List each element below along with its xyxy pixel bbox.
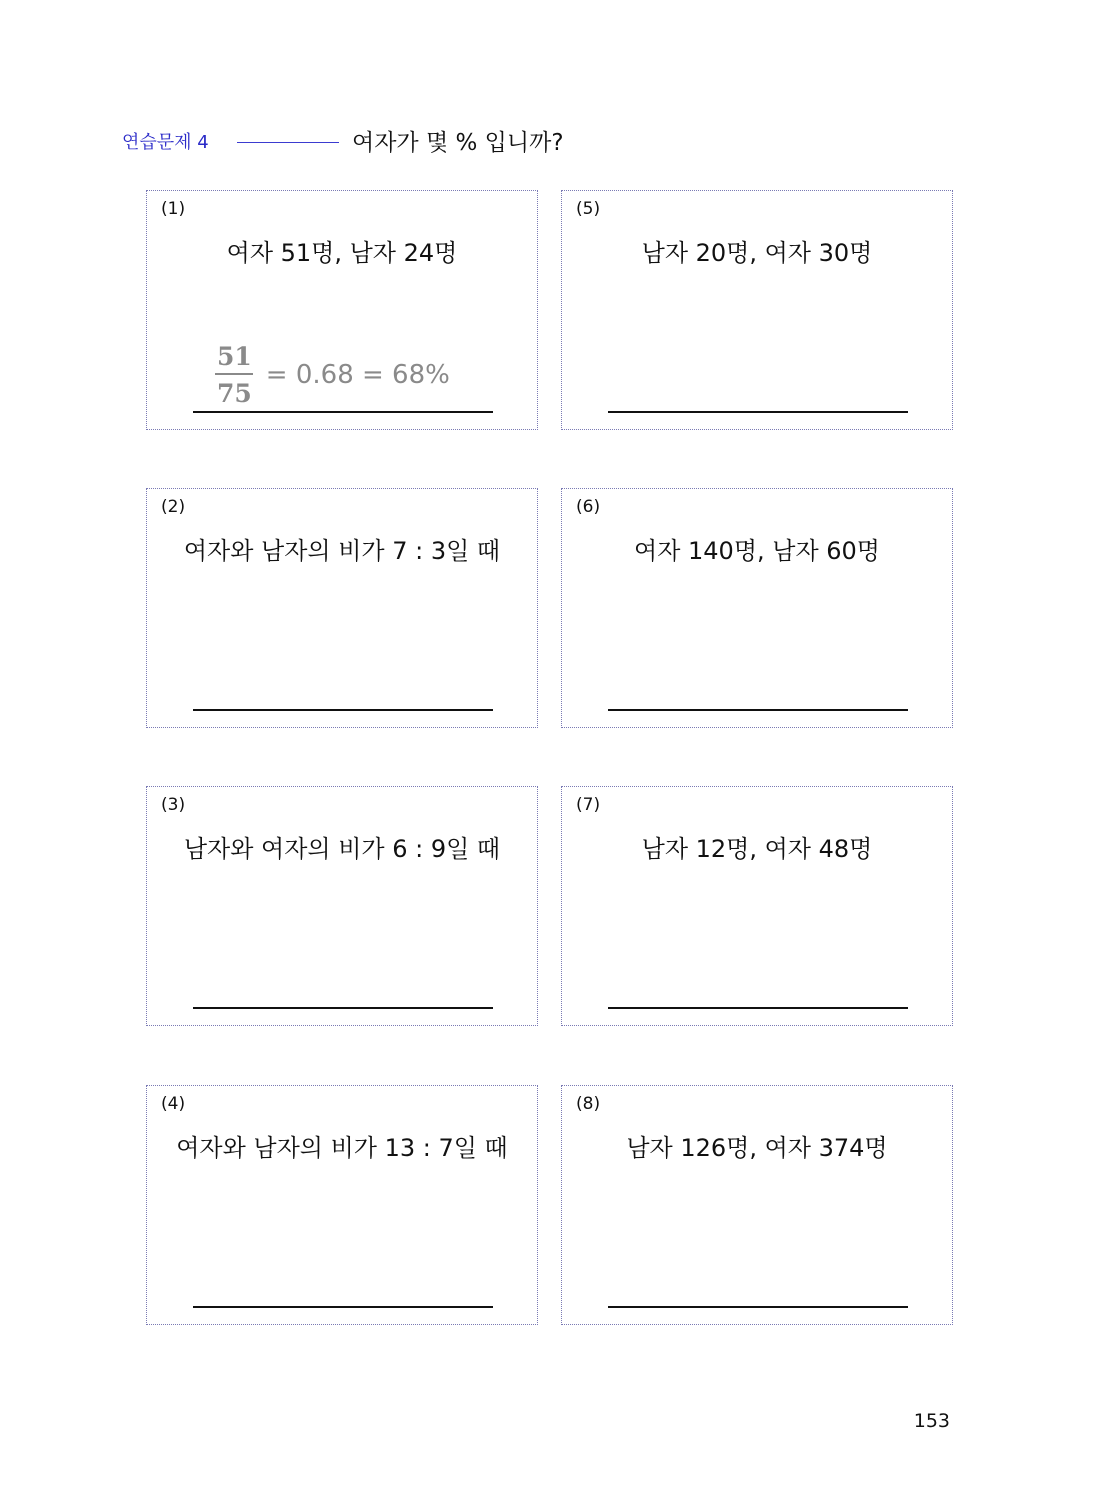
problem-number: (8) — [576, 1094, 601, 1114]
worked-answer — [215, 339, 450, 411]
problem-card-8 — [561, 1085, 953, 1325]
problem-number: (6) — [576, 497, 601, 517]
answer-line[interactable] — [608, 411, 908, 413]
problem-prompt: 남자 126명, 여자 374명 — [626, 1134, 888, 1162]
problem-prompt: 남자 12명, 여자 48명 — [641, 835, 873, 863]
problem-card-7 — [561, 786, 953, 1026]
answer-fraction — [215, 344, 254, 406]
header-rule — [237, 142, 339, 143]
problem-prompt: 여자와 남자의 비가 7 : 3일 때 — [183, 537, 501, 565]
answer-line[interactable] — [608, 1306, 908, 1308]
problem-card-6 — [561, 488, 953, 728]
problem-card-3 — [146, 786, 538, 1026]
problem-prompt: 여자 140명, 남자 60명 — [634, 537, 880, 565]
page-number: 153 — [913, 1410, 950, 1432]
exercise-question: 여자가 몇 % 입니까? — [352, 130, 564, 156]
exercise-label: 연습문제 4 — [122, 132, 209, 153]
problem-prompt: 여자와 남자의 비가 13 : 7일 때 — [176, 1134, 508, 1162]
problem-prompt: 여자 51명, 남자 24명 — [226, 239, 458, 267]
problem-card-1 — [146, 190, 538, 430]
problem-card-5 — [561, 190, 953, 430]
problem-prompt: 남자 20명, 여자 30명 — [641, 239, 873, 267]
answer-line[interactable] — [193, 1306, 493, 1308]
answer-line[interactable] — [608, 1007, 908, 1009]
exercise-header — [122, 122, 822, 162]
fraction-numerator: 51 — [217, 342, 252, 371]
problem-number: (4) — [161, 1094, 186, 1114]
problem-number: (5) — [576, 199, 601, 219]
answer-line[interactable] — [608, 709, 908, 711]
answer-result: = 0.68 = 68% — [265, 360, 450, 390]
fraction-denominator: 75 — [217, 379, 252, 408]
problem-number: (3) — [161, 795, 186, 815]
problem-prompt: 남자와 여자의 비가 6 : 9일 때 — [183, 835, 501, 863]
problem-card-2 — [146, 488, 538, 728]
problem-number: (2) — [161, 497, 186, 517]
answer-line[interactable] — [193, 1007, 493, 1009]
problem-number: (1) — [161, 199, 186, 219]
answer-line[interactable] — [193, 411, 493, 413]
answer-line[interactable] — [193, 709, 493, 711]
problem-number: (7) — [576, 795, 601, 815]
problem-card-4 — [146, 1085, 538, 1325]
